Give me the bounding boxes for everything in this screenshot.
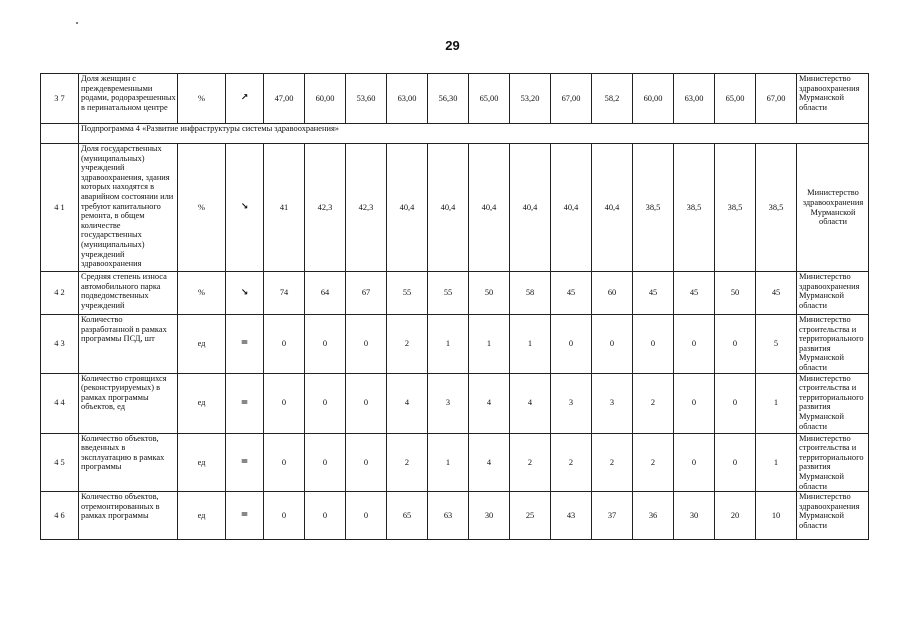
value-cell: 0	[715, 315, 756, 374]
responsible-org: Министерство здравоохранения Мурманской области	[797, 272, 869, 315]
unit-cell: %	[178, 272, 226, 315]
row-number: 4 1	[41, 144, 79, 272]
value-cell: 0	[264, 315, 305, 374]
value-cell: 3	[592, 373, 633, 433]
value-cell: 40,4	[592, 144, 633, 272]
value-cell: 5	[756, 315, 797, 374]
value-cell: 1	[428, 315, 469, 374]
table-row	[41, 315, 869, 374]
value-cell: 0	[346, 373, 387, 433]
value-cell: 53,60	[346, 74, 387, 124]
value-cell: 2	[387, 315, 428, 374]
trend-cell	[226, 492, 264, 540]
value-cell: 1	[756, 433, 797, 492]
responsible-org: Министерство здравоохранения Мурманской области	[797, 144, 869, 272]
indicator-name: Доля государственных (муниципальных) учреждений здравоохранения, здания которых находятся в аварийном состоянии или требуют капитального ремонта, в общем количестве государственных (муниципальных) учреждений здравоохранения	[79, 144, 178, 272]
responsible-org: Министерство строительства и территориального развития Мурманской области	[797, 373, 869, 433]
value-cell: 38,5	[756, 144, 797, 272]
value-cell: 40,4	[551, 144, 592, 272]
value-cell: 4	[469, 373, 510, 433]
row-number: 4 2	[41, 272, 79, 315]
value-cell: 2	[510, 433, 551, 492]
value-cell: 67,00	[756, 74, 797, 124]
indicator-table	[40, 73, 869, 540]
value-cell: 53,20	[510, 74, 551, 124]
value-cell: 0	[264, 373, 305, 433]
value-cell: 50	[715, 272, 756, 315]
arrow-up-right-icon: ↗	[240, 93, 249, 104]
table-row	[41, 272, 869, 315]
equals-icon: =	[240, 510, 249, 521]
responsible-org: Министерство здравоохранения Мурманской области	[797, 492, 869, 540]
unit-cell: ед	[178, 315, 226, 374]
value-cell: 40,4	[428, 144, 469, 272]
value-cell: 2	[592, 433, 633, 492]
value-cell: 56,30	[428, 74, 469, 124]
unit-cell: ед	[178, 373, 226, 433]
trend-cell	[226, 373, 264, 433]
value-cell: 4	[387, 373, 428, 433]
value-cell: 3	[428, 373, 469, 433]
value-cell: 0	[551, 315, 592, 374]
equals-icon: =	[240, 338, 249, 349]
subprogram-num-cell	[41, 124, 79, 144]
trend-cell	[226, 433, 264, 492]
table-row	[41, 74, 869, 124]
value-cell: 0	[305, 433, 346, 492]
value-cell: 4	[510, 373, 551, 433]
value-cell: 45	[756, 272, 797, 315]
value-cell: 45	[633, 272, 674, 315]
equals-icon: =	[240, 397, 249, 408]
trend-cell	[226, 272, 264, 315]
value-cell: 20	[715, 492, 756, 540]
responsible-org: Министерство строительства и территориального развития Мурманской области	[797, 433, 869, 492]
value-cell: 37	[592, 492, 633, 540]
value-cell: 36	[633, 492, 674, 540]
value-cell: 25	[510, 492, 551, 540]
value-cell: 10	[756, 492, 797, 540]
value-cell: 45	[674, 272, 715, 315]
value-cell: 4	[469, 433, 510, 492]
value-cell: 2	[551, 433, 592, 492]
subprogram-title: Подпрограмма 4 «Развитие инфраструктуры системы здравоохранения»	[79, 124, 869, 144]
row-number: 4 4	[41, 373, 79, 433]
value-cell: 65	[387, 492, 428, 540]
row-number: 4 3	[41, 315, 79, 374]
trend-cell	[226, 74, 264, 124]
trend-cell	[226, 315, 264, 374]
value-cell: 42,3	[346, 144, 387, 272]
unit-cell: %	[178, 144, 226, 272]
value-cell: 60,00	[633, 74, 674, 124]
value-cell: 0	[305, 373, 346, 433]
value-cell: 0	[346, 315, 387, 374]
value-cell: 40,4	[510, 144, 551, 272]
value-cell: 43	[551, 492, 592, 540]
value-cell: 63,00	[387, 74, 428, 124]
value-cell: 65,00	[469, 74, 510, 124]
value-cell: 0	[674, 315, 715, 374]
value-cell: 0	[264, 433, 305, 492]
table-row	[41, 433, 869, 492]
value-cell: 58,2	[592, 74, 633, 124]
value-cell: 2	[387, 433, 428, 492]
value-cell: 1	[469, 315, 510, 374]
row-number: 3 7	[41, 74, 79, 124]
value-cell: 0	[715, 433, 756, 492]
unit-cell: ед	[178, 433, 226, 492]
value-cell: 0	[633, 315, 674, 374]
value-cell: 41	[264, 144, 305, 272]
value-cell: 38,5	[715, 144, 756, 272]
value-cell: 0	[346, 492, 387, 540]
value-cell: 1	[756, 373, 797, 433]
unit-cell: %	[178, 74, 226, 124]
subprogram-row	[41, 124, 869, 144]
unit-cell: ед	[178, 492, 226, 540]
value-cell: 58	[510, 272, 551, 315]
value-cell: 38,5	[674, 144, 715, 272]
responsible-org: Министерство здравоохранения Мурманской области	[797, 74, 869, 124]
responsible-org: Министерство строительства и территориального развития Мурманской области	[797, 315, 869, 374]
indicator-name: Количество объектов, отремонтированных в рамках программы	[79, 492, 178, 540]
value-cell: 0	[674, 433, 715, 492]
indicator-name: Количество разработанной в рамках программы ПСД, шт	[79, 315, 178, 374]
value-cell: 63	[428, 492, 469, 540]
value-cell: 50	[469, 272, 510, 315]
value-cell: 0	[592, 315, 633, 374]
value-cell: 2	[633, 433, 674, 492]
value-cell: 0	[715, 373, 756, 433]
table-row	[41, 373, 869, 433]
value-cell: 3	[551, 373, 592, 433]
value-cell: 0	[305, 492, 346, 540]
row-number: 4 5	[41, 433, 79, 492]
table-row	[41, 492, 869, 540]
row-number: 4 6	[41, 492, 79, 540]
value-cell: 63,00	[674, 74, 715, 124]
value-cell: 30	[469, 492, 510, 540]
value-cell: 60	[592, 272, 633, 315]
value-cell: 40,4	[469, 144, 510, 272]
indicator-name: Средняя степень износа автомобильного парка подведомственных учреждений	[79, 272, 178, 315]
value-cell: 55	[387, 272, 428, 315]
arrow-down-right-icon: ↘	[240, 202, 249, 213]
indicator-name: Доля женщин с преждевременными родами, родоразрешенных в перинатальном центре	[79, 74, 178, 124]
value-cell: 74	[264, 272, 305, 315]
trend-cell	[226, 144, 264, 272]
value-cell: 45	[551, 272, 592, 315]
value-cell: 60,00	[305, 74, 346, 124]
value-cell: 38,5	[633, 144, 674, 272]
value-cell: 0	[305, 315, 346, 374]
equals-icon: =	[240, 457, 249, 468]
page-number: 29	[445, 38, 460, 53]
value-cell: 30	[674, 492, 715, 540]
indicator-name: Количество строящихся (реконструируемых) в рамках программы объектов, ед	[79, 373, 178, 433]
value-cell: 0	[346, 433, 387, 492]
value-cell: 67	[346, 272, 387, 315]
value-cell: 47,00	[264, 74, 305, 124]
indicator-name: Количество объектов, введенных в эксплуатацию в рамках программы	[79, 433, 178, 492]
value-cell: 42,3	[305, 144, 346, 272]
value-cell: 40,4	[387, 144, 428, 272]
scan-speck	[76, 22, 78, 24]
value-cell: 65,00	[715, 74, 756, 124]
value-cell: 0	[264, 492, 305, 540]
value-cell: 2	[633, 373, 674, 433]
table-row	[41, 144, 869, 272]
value-cell: 64	[305, 272, 346, 315]
value-cell: 0	[674, 373, 715, 433]
arrow-down-right-icon: ↘	[240, 287, 249, 298]
value-cell: 1	[428, 433, 469, 492]
value-cell: 55	[428, 272, 469, 315]
value-cell: 1	[510, 315, 551, 374]
value-cell: 67,00	[551, 74, 592, 124]
